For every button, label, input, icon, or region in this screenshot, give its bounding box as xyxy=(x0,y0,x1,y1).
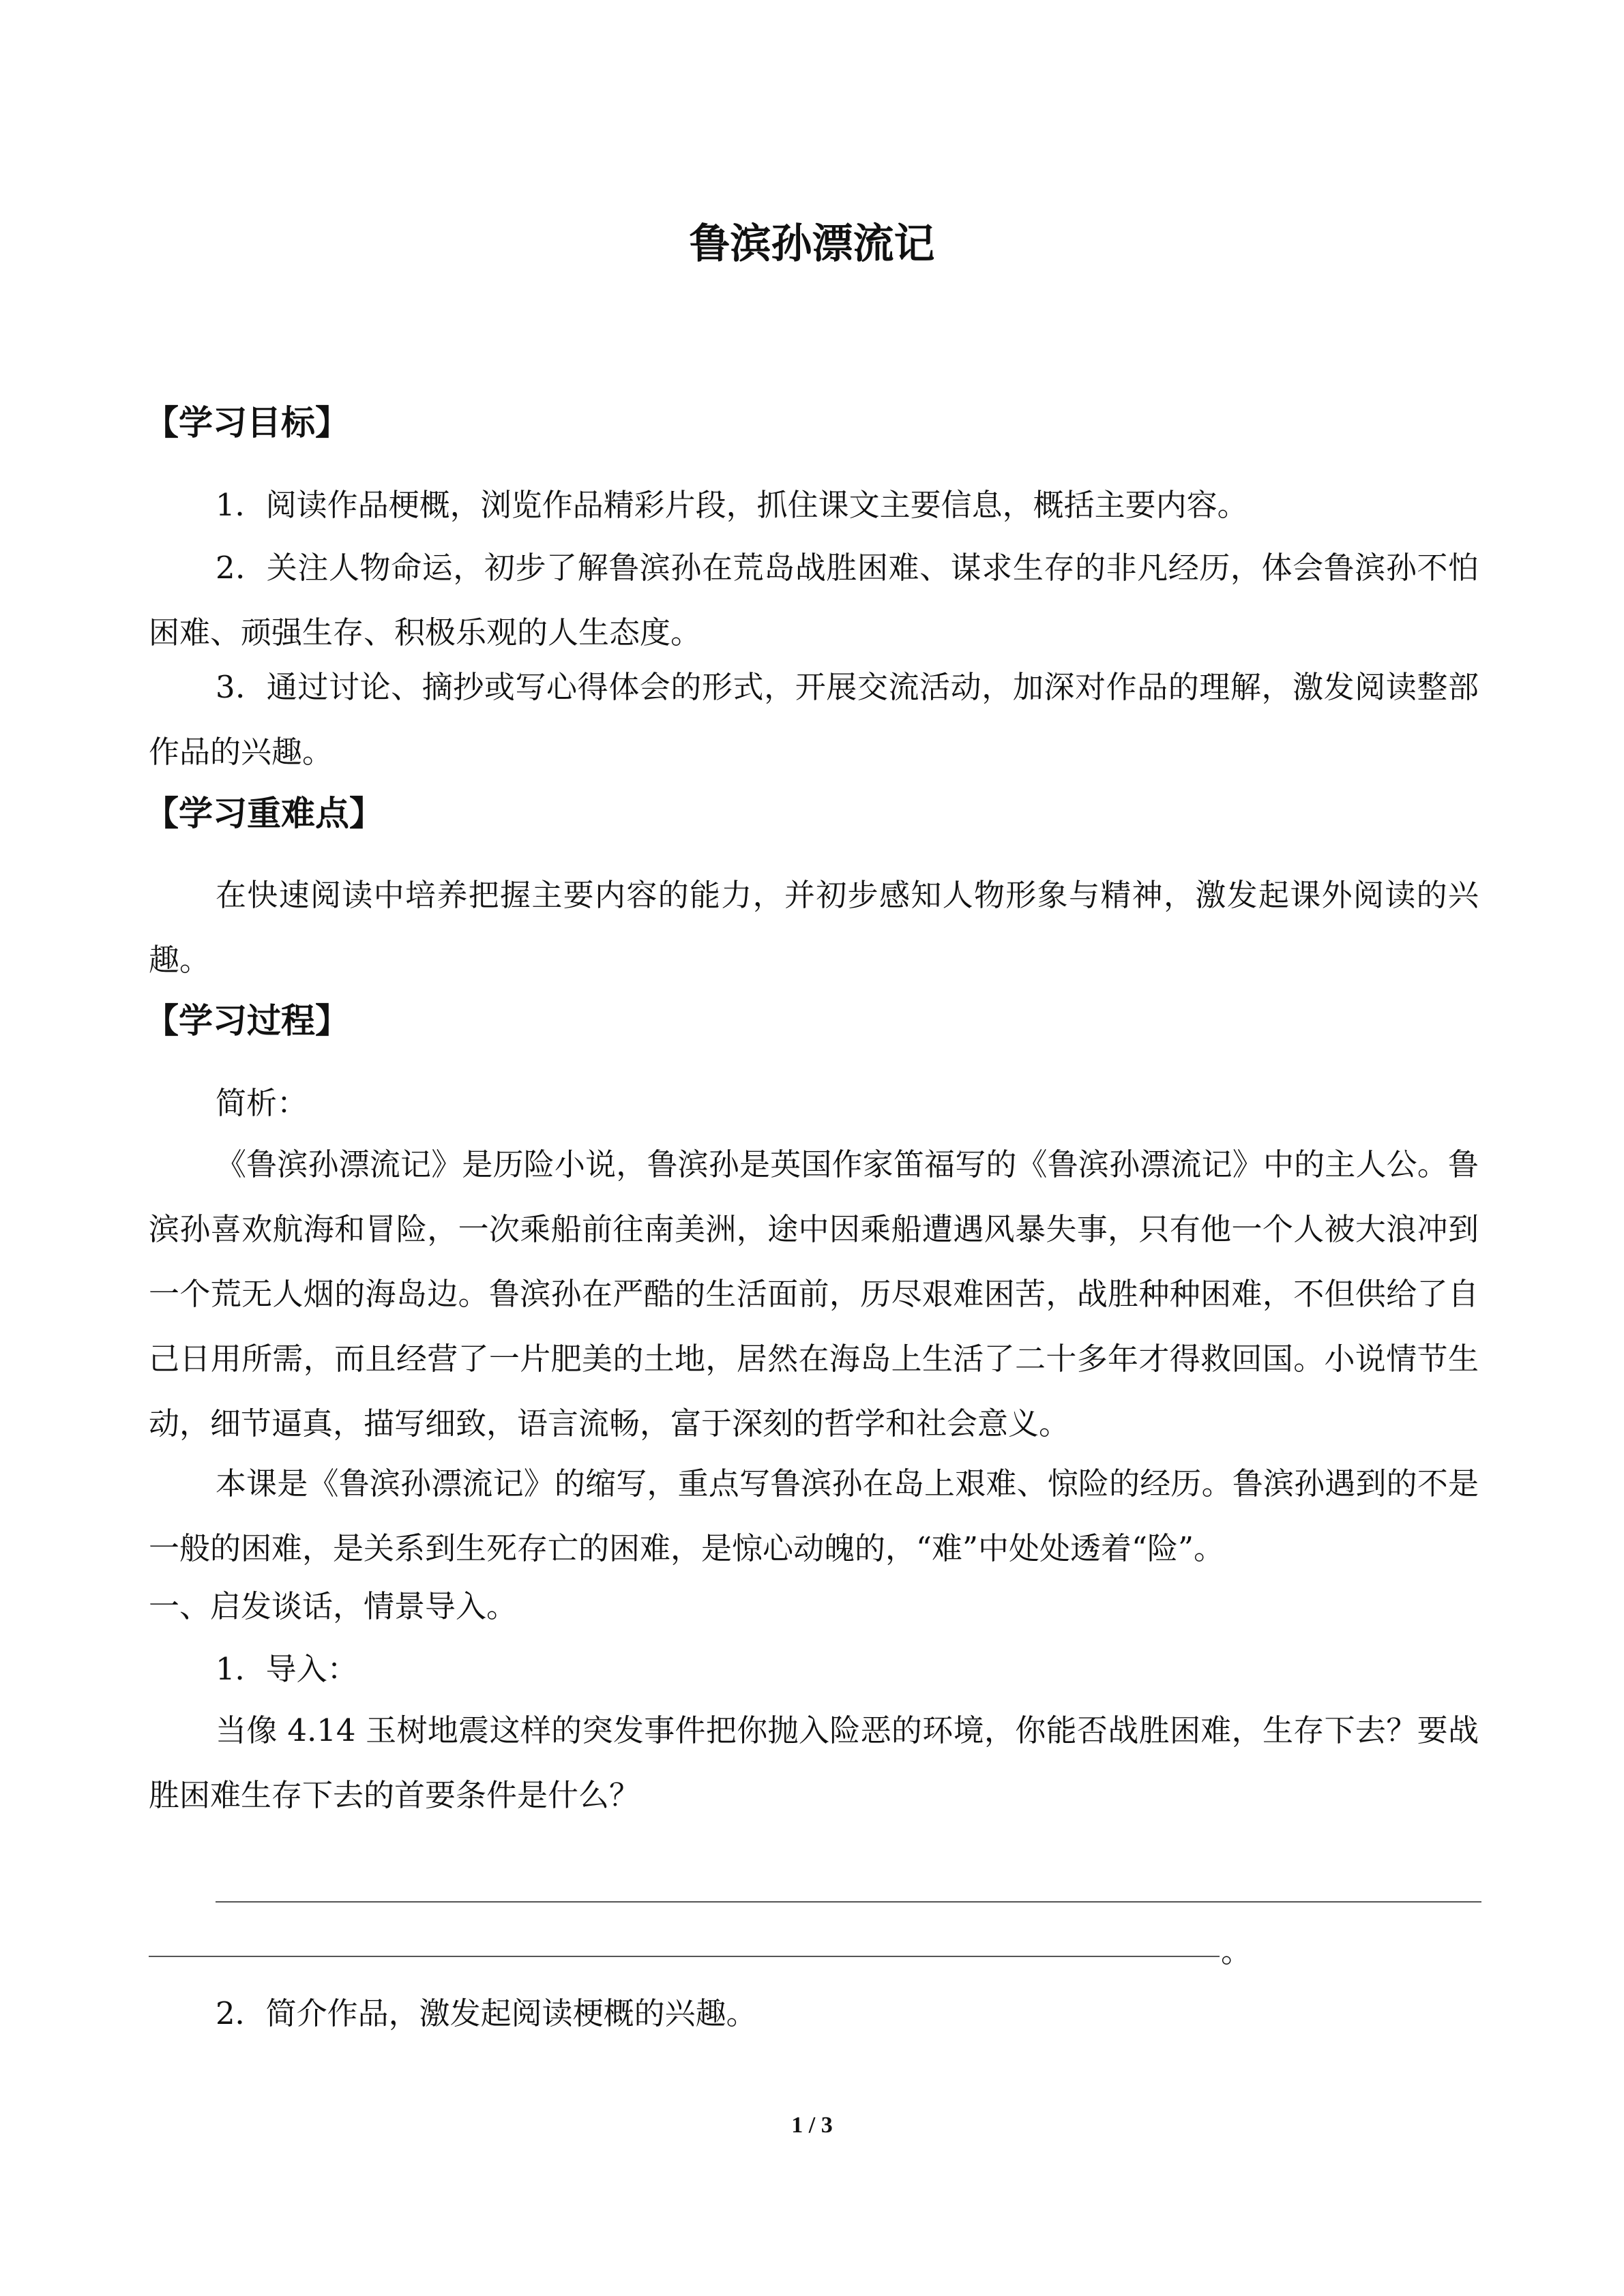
step1-sub: 1．导入： xyxy=(216,1651,358,1687)
objective-item-2: 2．关注人物命运，初步了解鲁滨孙在荒岛战胜困难、谋求生存的非凡经历，体会鲁滨孙不怕困难、顽强生存、积极乐观的人生态度。 xyxy=(149,550,1479,651)
objectives-heading: 【学习目标】 xyxy=(145,403,349,443)
page-title: 鲁滨孙漂流记 xyxy=(689,220,935,268)
analysis-paragraph-1: 《鲁滨孙漂流记》是历险小说，鲁滨孙是英国作家笛福写的《鲁滨孙漂流记》中的主人公。鲁滨孙喜欢航海和冒险，一次乘船前往南美洲，途中因乘船遭遇风暴失事，只有他一个人被大浪冲到一个荒无人烟的海岛边。鲁滨孙在严酷的生活面前，历尽艰难困苦，战胜种种困难，不但供给了自己日用所需，而且经营了一片肥美的土地，居然在海岛上生活了二十多年才得救回国。小说情节生动，细节逼真，描写细致，语言流畅，富于深刻的哲学和社会意义。 xyxy=(149,1146,1479,1442)
answer-line-1[interactable] xyxy=(216,1901,1481,1903)
answer-line-2[interactable] xyxy=(149,1956,1220,1957)
key-points-heading: 【学习重难点】 xyxy=(145,794,383,833)
analysis-label: 简析： xyxy=(216,1085,308,1121)
step1-question: 当像 4.14 玉树地震这样的突发事件把你抛入险恶的环境，你能否战胜困难，生存下去？要战胜困难生存下去的首要条件是什么？ xyxy=(149,1712,1479,1813)
objective-item-1: 1．阅读作品梗概，浏览作品精彩片段，抓住课文主要信息，概括主要内容。 xyxy=(216,487,1248,523)
page-number: 1 / 3 xyxy=(791,2113,833,2138)
step1-heading: 一、启发谈话，情景导入。 xyxy=(149,1588,518,1624)
process-heading: 【学习过程】 xyxy=(145,1001,349,1041)
step2-text: 2．简介作品，激发起阅读梗概的兴趣。 xyxy=(216,1995,757,2031)
analysis-paragraph-2: 本课是《鲁滨孙漂流记》的缩写，重点写鲁滨孙在岛上艰难、惊险的经历。鲁滨孙遇到的不是一般的困难，是关系到生死存亡的困难，是惊心动魄的，“难”中处处透着“险”。 xyxy=(149,1465,1479,1566)
answer-end-mark: 。 xyxy=(1221,1933,1252,1969)
objective-item-3: 3．通过讨论、摘抄或写心得体会的形式，开展交流活动，加深对作品的理解，激发阅读整部作品的兴趣。 xyxy=(149,669,1479,770)
key-points-text: 在快速阅读中培养把握主要内容的能力，并初步感知人物形象与精神，激发起课外阅读的兴趣。 xyxy=(149,877,1479,978)
